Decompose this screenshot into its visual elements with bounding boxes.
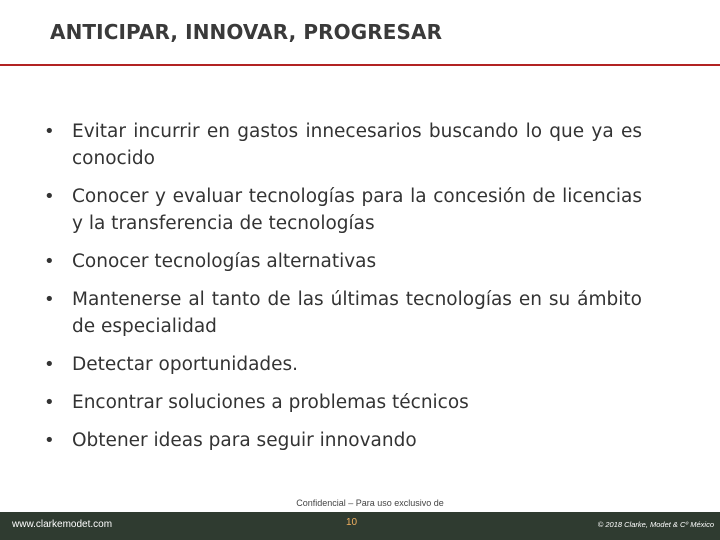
- slide-title: ANTICIPAR, INNOVAR, PROGRESAR: [50, 20, 443, 44]
- bullet-text: Mantenerse al tanto de las últimas tecnologías en su ámbito de especialidad: [72, 289, 642, 337]
- bullet-item: [30, 389, 642, 416]
- bullet-text: Detectar oportunidades.: [72, 354, 299, 375]
- bullet-text: Obtener ideas para seguir innovando: [72, 430, 417, 451]
- bullet-icon: •: [44, 121, 55, 142]
- bullet-icon: •: [44, 430, 55, 451]
- bullet-icon: •: [44, 186, 55, 207]
- bullet-item: [30, 248, 642, 275]
- footer-website-link[interactable]: www.clarkemodet.com: [12, 519, 113, 530]
- page-number: 10: [346, 517, 358, 528]
- bullet-item: [30, 183, 642, 237]
- bullet-icon: •: [44, 251, 55, 272]
- footer-bar: [0, 512, 720, 540]
- bullet-item: [30, 118, 642, 172]
- bullet-icon: •: [44, 392, 55, 413]
- bullet-item: [30, 427, 642, 454]
- title-divider: [0, 64, 720, 66]
- bullet-text: Conocer tecnologías alternativas: [72, 251, 377, 272]
- bullet-text: Conocer y evaluar tecnologías para la concesión de licencias y la transferencia de tecnologías: [72, 186, 642, 234]
- bullet-icon: •: [44, 289, 55, 310]
- bullet-text: Evitar incurrir en gastos innecesarios buscando lo que ya es conocido: [72, 121, 642, 169]
- bullet-list: [30, 118, 642, 465]
- bullet-item: [30, 351, 642, 378]
- bullet-text: Encontrar soluciones a problemas técnicos: [72, 392, 469, 413]
- copyright-notice: © 2018 Clarke, Modet & Cº México: [597, 520, 714, 529]
- confidential-notice: Confidencial – Para uso exclusivo de: [296, 498, 444, 508]
- bullet-item: [30, 286, 642, 340]
- bullet-icon: •: [44, 354, 55, 375]
